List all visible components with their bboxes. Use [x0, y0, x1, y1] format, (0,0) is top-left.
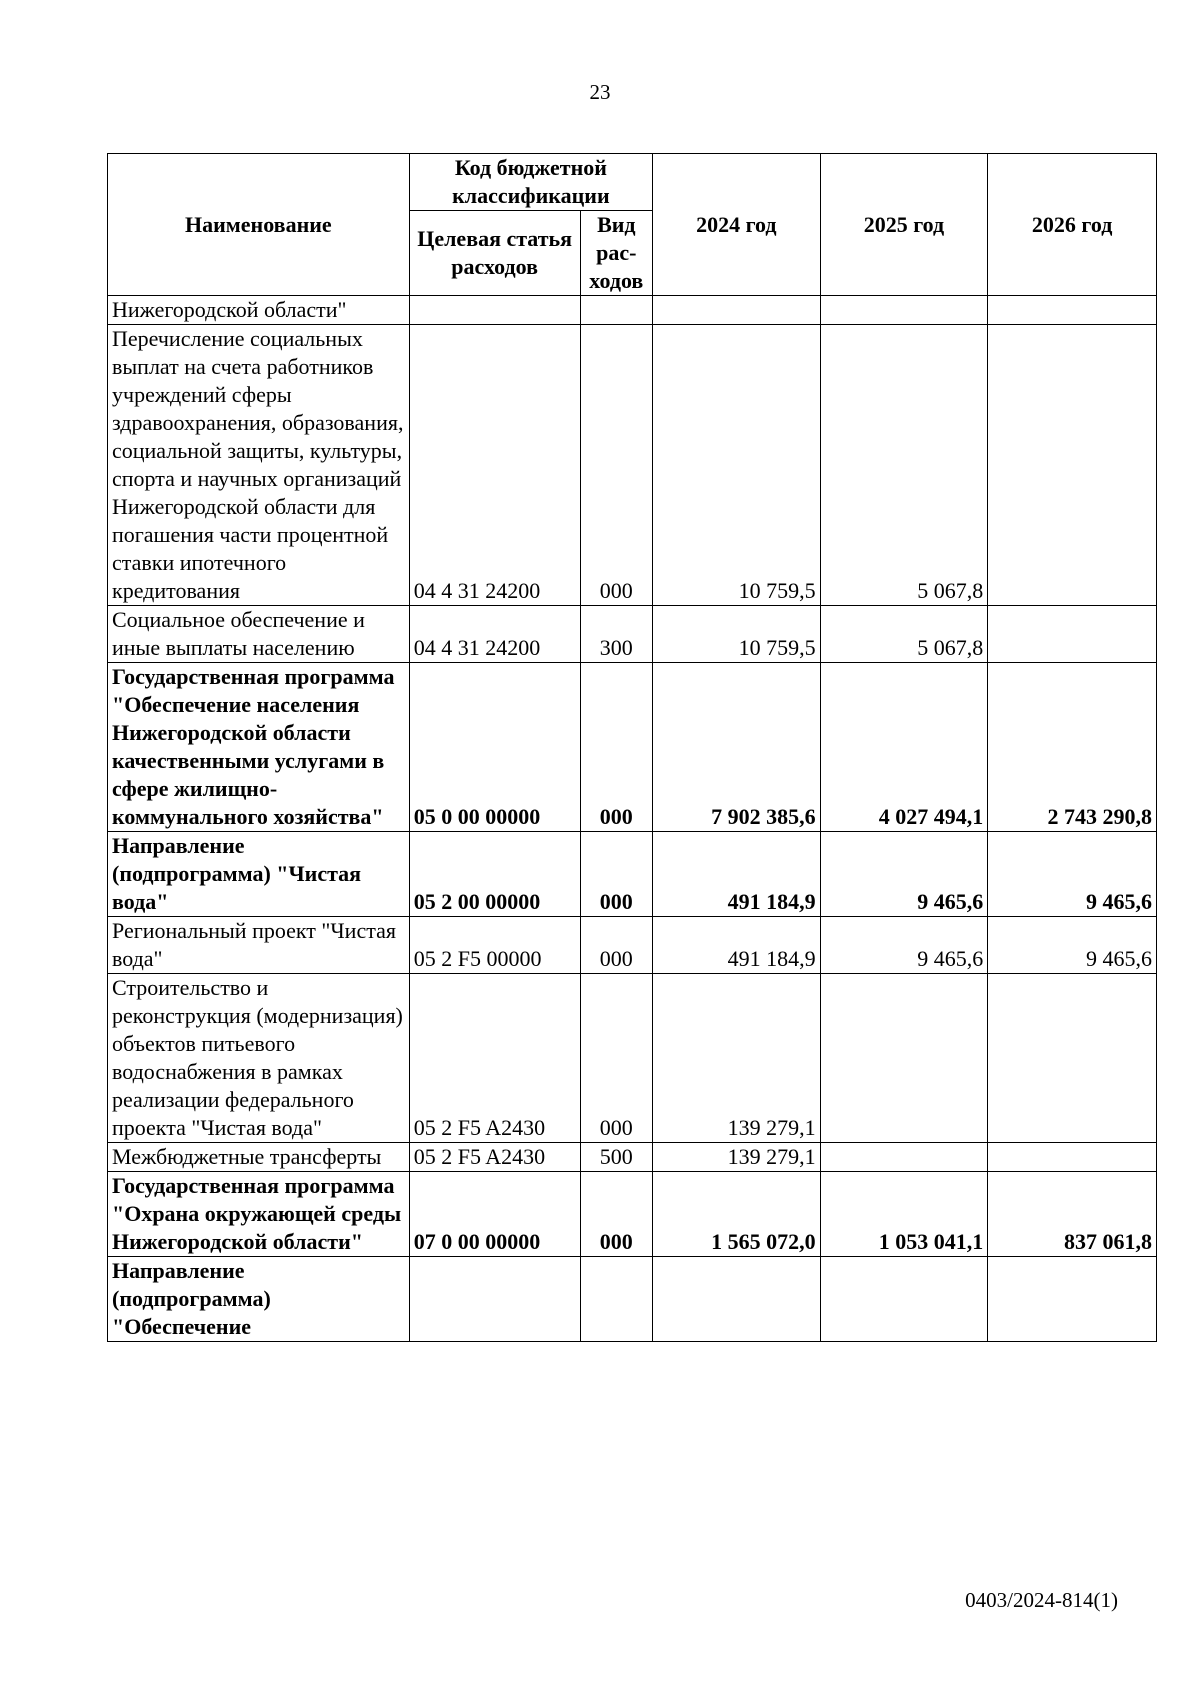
row-code: [409, 1257, 580, 1342]
row-2025: [820, 1257, 988, 1342]
row-2024: 10 759,5: [653, 606, 821, 663]
header-code-group: Код бюджетной классификации: [409, 154, 652, 211]
row-2026: 837 061,8: [988, 1172, 1157, 1257]
row-code: 05 0 00 00000: [409, 663, 580, 832]
row-name: Строительство и реконструкция (модернизация) объектов питьевого водоснабжения в рамках реализации федерального проекта "Чистая вода": [108, 974, 410, 1143]
row-2026: 2 743 290,8: [988, 663, 1157, 832]
row-2025: [820, 974, 988, 1143]
header-year-2025: 2025 год: [820, 154, 988, 296]
row-code: 04 4 31 24200: [409, 325, 580, 606]
row-code: 05 2 F5 A2430: [409, 1143, 580, 1172]
row-2026: [988, 974, 1157, 1143]
row-2025: 4 027 494,1: [820, 663, 988, 832]
row-2026: [988, 606, 1157, 663]
header-year-2026: 2026 год: [988, 154, 1157, 296]
row-2025: 9 465,6: [820, 832, 988, 917]
table-row: [108, 663, 1157, 832]
header-name: Наименование: [108, 154, 410, 296]
row-2026: 9 465,6: [988, 832, 1157, 917]
row-kind: 000: [580, 974, 652, 1143]
row-2025: 1 053 041,1: [820, 1172, 988, 1257]
row-kind: 000: [580, 325, 652, 606]
row-name: Перечисление социальных выплат на счета работников учреждений сферы здравоохранения, образования, социальной защиты, культуры, спорта и научных организаций Нижегородской области для погашения части процентной ставки ипотечного кредитования: [108, 325, 410, 606]
row-2026: [988, 296, 1157, 325]
row-2024: 491 184,9: [653, 917, 821, 974]
row-2025: 9 465,6: [820, 917, 988, 974]
row-2026: 9 465,6: [988, 917, 1157, 974]
table-row: [108, 1172, 1157, 1257]
row-2024: 1 565 072,0: [653, 1172, 821, 1257]
table-row: [108, 1143, 1157, 1172]
table-row: [108, 325, 1157, 606]
row-kind: [580, 296, 652, 325]
row-name: Государственная программа "Обеспечение населения Нижегородской области качественными услугами в сфере жилищно-коммунального хозяйства": [108, 663, 410, 832]
row-2024: [653, 1257, 821, 1342]
row-kind: 300: [580, 606, 652, 663]
row-2024: 10 759,5: [653, 325, 821, 606]
document-number: 0403/2024-814(1): [965, 1588, 1118, 1612]
row-name: Государственная программа "Охрана окружающей среды Нижегородской области": [108, 1172, 410, 1257]
row-2024: 7 902 385,6: [653, 663, 821, 832]
row-kind: 000: [580, 917, 652, 974]
row-code: 05 2 F5 A2430: [409, 974, 580, 1143]
row-name: Региональный проект "Чистая вода": [108, 917, 410, 974]
table-row: [108, 832, 1157, 917]
page-number: 23: [589, 80, 611, 104]
row-2025: [820, 1143, 988, 1172]
row-code: [409, 296, 580, 325]
row-2025: 5 067,8: [820, 606, 988, 663]
header-year-2024: 2024 год: [653, 154, 821, 296]
row-2026: [988, 1143, 1157, 1172]
header-expense-kind: Вид рас- ходов: [580, 211, 652, 296]
row-name: Нижегородской области": [108, 296, 410, 325]
header-target-article: Целевая статья расходов: [409, 211, 580, 296]
row-name: Социальное обеспечение и иные выплаты населению: [108, 606, 410, 663]
row-2024: [653, 296, 821, 325]
row-2025: [820, 296, 988, 325]
table-row: [108, 1257, 1157, 1342]
row-kind: 000: [580, 832, 652, 917]
row-name: Направление (подпрограмма) "Чистая вода": [108, 832, 410, 917]
row-code: 07 0 00 00000: [409, 1172, 580, 1257]
row-2024: 139 279,1: [653, 1143, 821, 1172]
row-2024: 139 279,1: [653, 974, 821, 1143]
row-kind: 000: [580, 663, 652, 832]
table-row: [108, 974, 1157, 1143]
row-2026: [988, 1257, 1157, 1342]
row-code: 04 4 31 24200: [409, 606, 580, 663]
table-row: [108, 606, 1157, 663]
row-kind: 000: [580, 1172, 652, 1257]
row-name: Направление (подпрограмма) "Обеспечение: [108, 1257, 410, 1342]
row-2024: 491 184,9: [653, 832, 821, 917]
row-2025: 5 067,8: [820, 325, 988, 606]
row-code: 05 2 00 00000: [409, 832, 580, 917]
table-row: [108, 917, 1157, 974]
row-kind: 500: [580, 1143, 652, 1172]
row-code: 05 2 F5 00000: [409, 917, 580, 974]
row-name: Межбюджетные трансферты: [108, 1143, 410, 1172]
budget-table: [107, 153, 1157, 1342]
table-row: [108, 296, 1157, 325]
row-2026: [988, 325, 1157, 606]
row-kind: [580, 1257, 652, 1342]
